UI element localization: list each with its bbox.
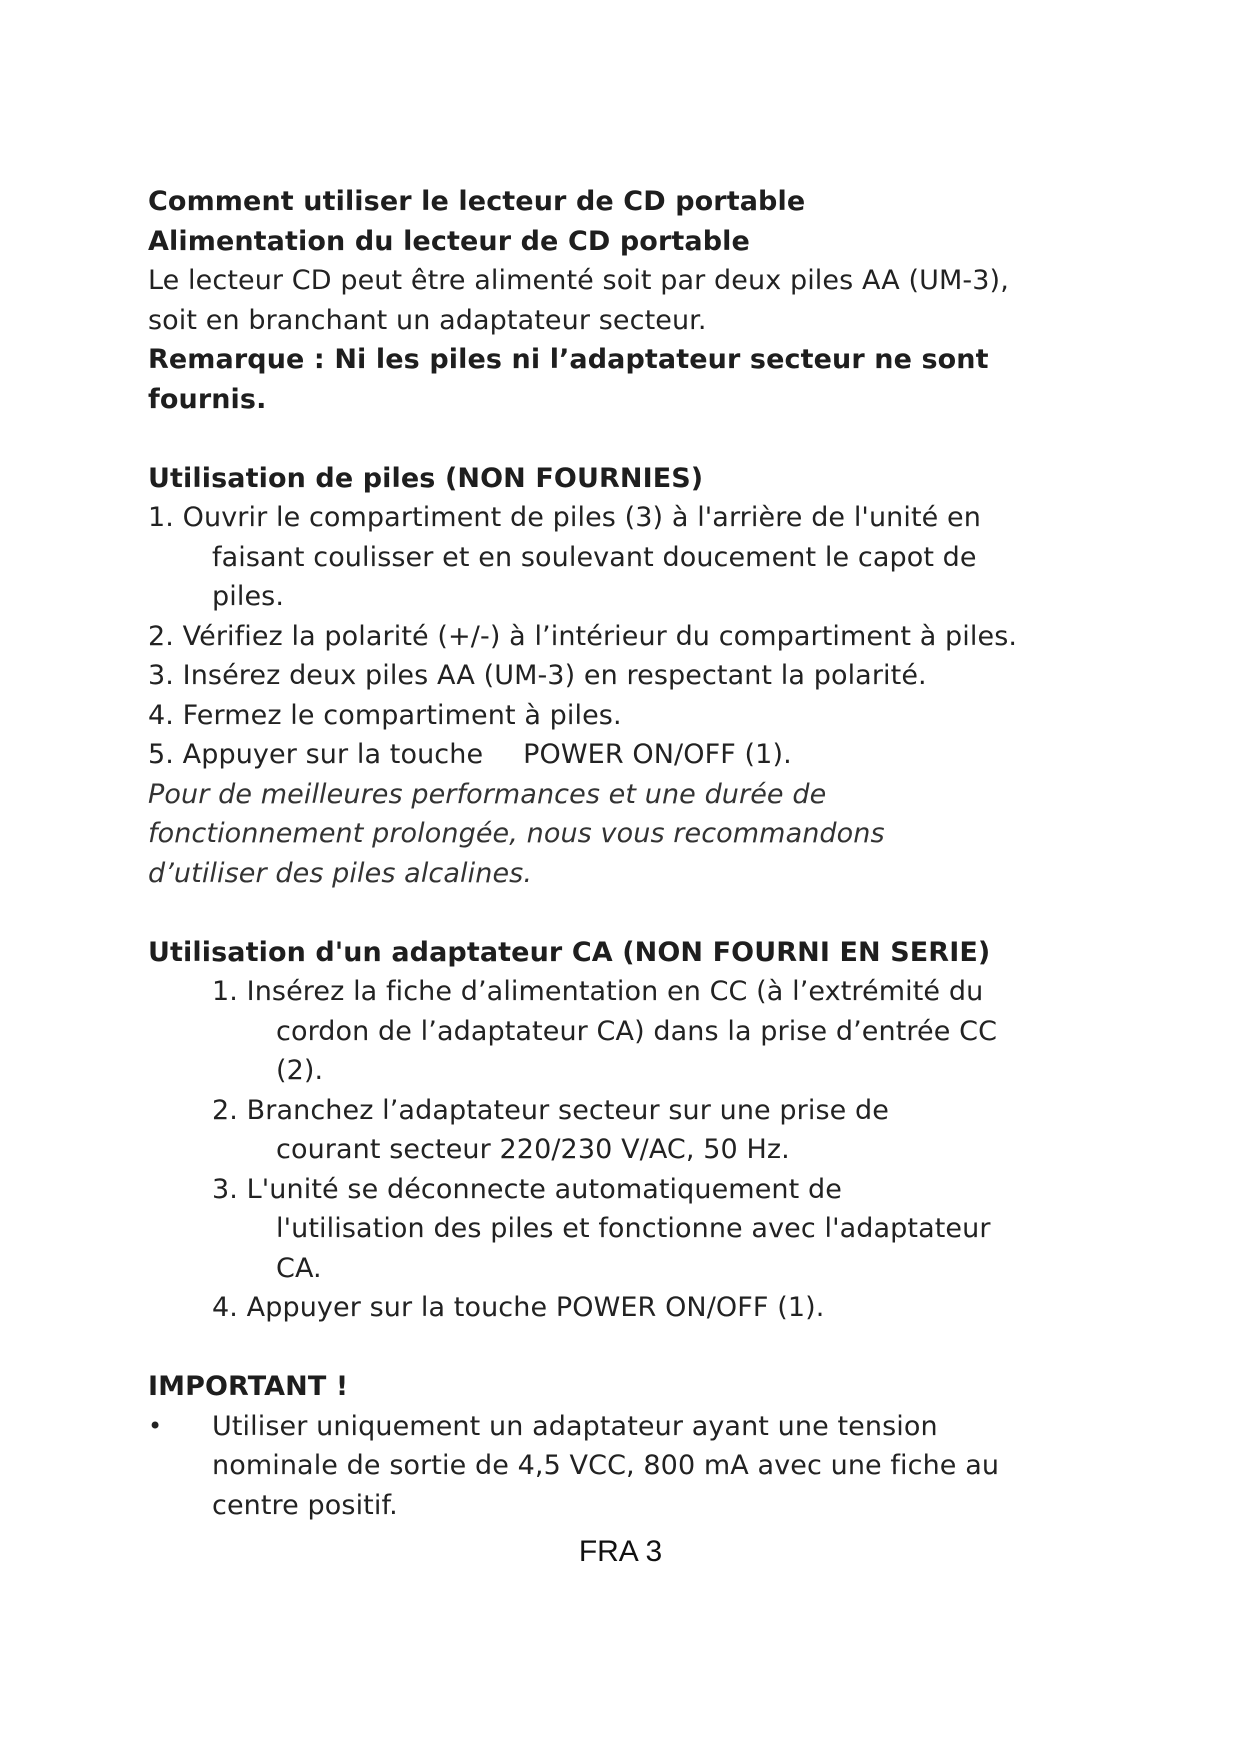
- important-heading: IMPORTANT !: [148, 1371, 349, 1402]
- adapter-step-1-line-2: cordon de l’adaptateur CA) dans la prise d’entrée CC: [276, 1015, 998, 1047]
- adapter-step-2-line-1: 2. Branchez l’adaptateur secteur sur une prise de: [212, 1094, 889, 1126]
- remark-line-2: fournis.: [148, 383, 267, 415]
- spacer: [148, 1328, 1108, 1368]
- important-item-line-2: nominale de sortie de 4,5 VCC, 800 mA avec une fiche au: [212, 1450, 1000, 1481]
- important-item-line-3: centre positif.: [212, 1489, 398, 1521]
- intro-text-line-2: soit en branchant un adaptateur secteur.: [148, 304, 707, 336]
- intro-text-line-1: Le lecteur CD peut être alimenté soit par deux piles AA (UM-3),: [148, 265, 1009, 296]
- battery-step-5-key: POWER ON/OFF (1).: [523, 739, 792, 770]
- important-item: [148, 1407, 1108, 1526]
- battery-step-1-line-3: piles.: [212, 581, 285, 612]
- battery-step-3: 3. Insérez deux piles AA (UM-3) en respectant la polarité.: [148, 660, 927, 691]
- title-how-to-use: Comment utiliser le lecteur de CD portable: [148, 186, 806, 217]
- battery-note-line-2: fonctionnement prolongée, nous vous recommandons: [148, 818, 885, 849]
- important-item-line-1: Utiliser uniquement un adaptateur ayant une tension: [212, 1410, 938, 1442]
- remark-line-1: Remarque : Ni les piles ni l’adaptateur secteur ne sont: [148, 344, 989, 375]
- battery-step-5: [148, 735, 1108, 775]
- battery-note-line-1: Pour de meilleures performances et une durée de: [148, 778, 827, 810]
- spacer: [148, 893, 1108, 933]
- spacer: [148, 419, 1108, 459]
- adapter-step-3-line-3: CA.: [276, 1252, 322, 1284]
- battery-step-4: 4. Fermez le compartiment à piles.: [148, 699, 622, 731]
- battery-step-1-line-1: 1. Ouvrir le compartiment de piles (3) à l'arrière de l'unité en: [148, 502, 981, 533]
- bullet-icon: •: [148, 1411, 163, 1440]
- adapter-step-2-line-2: courant secteur 220/230 V/AC, 50 Hz.: [276, 1134, 790, 1165]
- adapter-step-3-line-2: l'utilisation des piles et fonctionne avec l'adaptateur: [276, 1213, 991, 1244]
- battery-note-line-3: d’utiliser des piles alcalines.: [148, 857, 533, 889]
- battery-step-1-line-2: faisant coulisser et en soulevant doucement le capot de: [212, 541, 977, 573]
- adapter-step-1-line-1: 1. Insérez la fiche d’alimentation en CC (à l’extrémité du: [212, 976, 984, 1007]
- adapter-step-3-line-1: 3. L'unité se déconnecte automatiquement de: [212, 1173, 842, 1205]
- page-number: FRA 3: [578, 1535, 663, 1568]
- batteries-heading: Utilisation de piles (NON FOURNIES): [148, 462, 704, 494]
- battery-step-5-text: 5. Appuyer sur la touche: [148, 739, 484, 770]
- manual-page: [148, 182, 1108, 1525]
- adapter-step-4: 4. Appuyer sur la touche POWER ON/OFF (1).: [212, 1292, 825, 1323]
- adapter-step-1-line-3: (2).: [276, 1055, 324, 1086]
- battery-step-2: 2. Vérifiez la polarité (+/-) à l’intérieur du compartiment à piles.: [148, 620, 1018, 652]
- adapter-heading: Utilisation d'un adaptateur CA (NON FOURNI EN SERIE): [148, 936, 991, 968]
- title-power-supply: Alimentation du lecteur de CD portable: [148, 225, 750, 257]
